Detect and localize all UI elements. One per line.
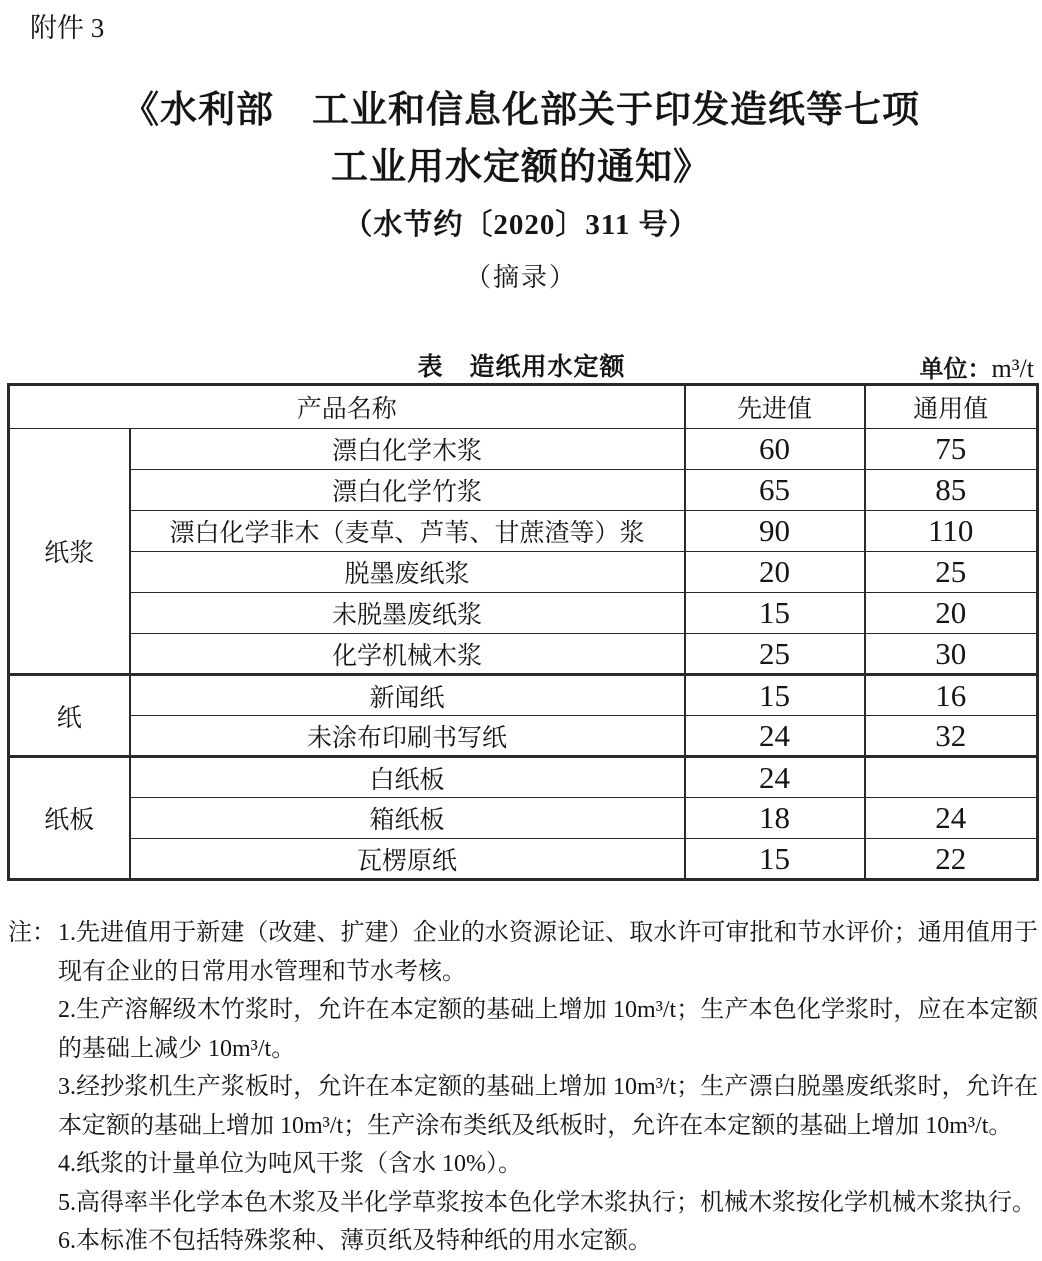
- document-title: [0, 82, 1042, 196]
- advanced-value-cell: 18: [685, 798, 865, 839]
- product-cell: 瓦楞原纸: [130, 839, 685, 880]
- general-value-cell: 30: [865, 634, 1038, 675]
- table-row: [9, 593, 1038, 634]
- advanced-value-cell: 15: [685, 593, 865, 634]
- product-cell: 白纸板: [130, 757, 685, 798]
- table-row: [9, 675, 1038, 716]
- note-item-1: 1.先进值用于新建（改建、扩建）企业的水资源论证、取水许可审批和节水评价；通用值用于现有企业的日常用水管理和节水考核。: [58, 920, 1038, 985]
- advanced-value-cell: 90: [685, 511, 865, 552]
- advanced-value-cell: 65: [685, 470, 865, 511]
- excerpt-label: （摘录）: [464, 263, 577, 292]
- general-value-cell: 20: [865, 593, 1038, 634]
- table-row: [9, 798, 1038, 839]
- group-label-paper: 纸: [9, 675, 130, 757]
- advanced-value-cell: 24: [685, 757, 865, 798]
- product-cell: 脱墨废纸浆: [130, 552, 685, 593]
- note-item-4: 4.纸浆的计量单位为吨风干浆（含水 10%）。: [58, 1151, 522, 1177]
- table-row: [9, 716, 1038, 757]
- note-item-6: 6.本标准不包括特殊浆种、薄页纸及特种纸的用水定额。: [58, 1228, 652, 1254]
- doc-number: （水节约〔2020〕311 号）: [343, 209, 699, 241]
- unit-value: m³/t: [991, 354, 1034, 383]
- general-value-cell: 75: [865, 429, 1038, 470]
- general-value-cell: 22: [865, 839, 1038, 880]
- general-value-cell: 16: [865, 675, 1038, 716]
- attachment-label: 附件 3: [30, 13, 105, 43]
- product-cell: 未涂布印刷书写纸: [130, 716, 685, 757]
- product-cell: 箱纸板: [130, 798, 685, 839]
- advanced-value-cell: 15: [685, 839, 865, 880]
- group-label-pulp: 纸浆: [9, 429, 130, 675]
- general-value-cell: 85: [865, 470, 1038, 511]
- product-cell: 新闻纸: [130, 675, 685, 716]
- table-header-row: [9, 385, 1038, 429]
- product-cell: 漂白化学竹浆: [130, 470, 685, 511]
- product-cell: 未脱墨废纸浆: [130, 593, 685, 634]
- notes-section: [8, 914, 1038, 1261]
- product-cell: 漂白化学木浆: [130, 429, 685, 470]
- note-item-2: 2.生产溶解级木竹浆时，允许在本定额的基础上增加 10m³/t；生产本色化学浆时，应在本定额的基础上减少 10m³/t。: [58, 997, 1038, 1062]
- general-value-cell: 24: [865, 798, 1038, 839]
- general-value-cell: [865, 757, 1038, 798]
- table-row: [9, 839, 1038, 880]
- col-header-product: 产品名称: [9, 385, 685, 429]
- advanced-value-cell: 15: [685, 675, 865, 716]
- notes-label: 注：: [8, 920, 56, 946]
- general-value-cell: 25: [865, 552, 1038, 593]
- advanced-value-cell: 60: [685, 429, 865, 470]
- table-row: [9, 634, 1038, 675]
- unit-label: 单位：: [919, 356, 992, 383]
- table-row: [9, 429, 1038, 470]
- note-item-3: 3.经抄浆机生产浆板时，允许在本定额的基础上增加 10m³/t；生产漂白脱墨废纸浆时，允许在本定额的基础上增加 10m³/t；生产涂布类纸及纸板时，允许在本定额的基础上增加 10m³/t。: [58, 1074, 1038, 1139]
- table-row: [9, 511, 1038, 552]
- table-unit: [920, 349, 1034, 384]
- document-title-line1: 《水利部 工业和信息化部关于印发造纸等七项: [122, 90, 920, 131]
- document-title-line2: 工业用水定额的通知》: [331, 147, 711, 188]
- table-row: [9, 757, 1038, 798]
- general-value-cell: 110: [865, 511, 1038, 552]
- advanced-value-cell: 24: [685, 716, 865, 757]
- water-quota-table: [7, 383, 1039, 881]
- table-caption: 表 造纸用水定额: [417, 353, 626, 381]
- table-caption-row: [7, 347, 1036, 381]
- advanced-value-cell: 25: [685, 634, 865, 675]
- table-row: [9, 470, 1038, 511]
- col-header-general: 通用值: [865, 385, 1038, 429]
- product-cell: 漂白化学非木（麦草、芦苇、甘蔗渣等）浆: [130, 511, 685, 552]
- note-item-5: 5.高得率半化学本色木浆及半化学草浆按本色化学木浆执行；机械木浆按化学机械木浆执行。: [58, 1189, 1036, 1216]
- advanced-value-cell: 20: [685, 552, 865, 593]
- col-header-advanced: 先进值: [685, 385, 865, 429]
- general-value-cell: 32: [865, 716, 1038, 757]
- product-cell: 化学机械木浆: [130, 634, 685, 675]
- table-row: [9, 552, 1038, 593]
- group-label-paperboard: 纸板: [9, 757, 130, 880]
